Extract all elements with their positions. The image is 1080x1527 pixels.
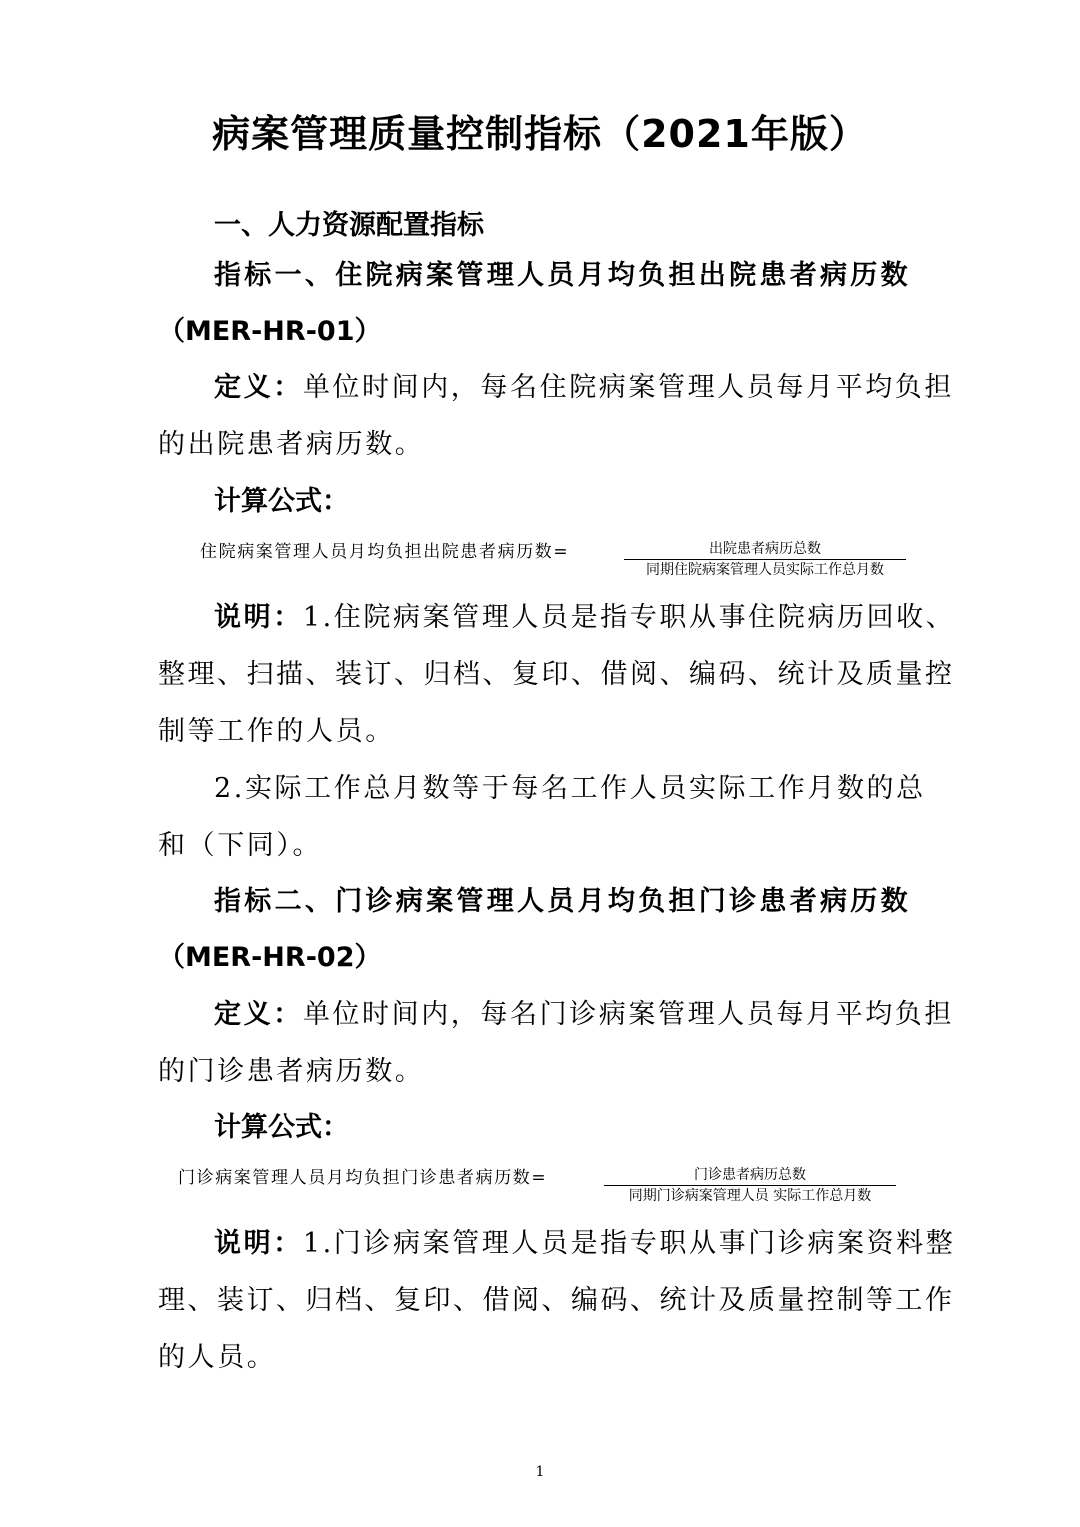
note-text: 1.门诊病案管理人员是指专职从事门诊病案资料整 [302, 1228, 956, 1259]
page-number: 1 [535, 1464, 545, 1480]
indicator-1-definition-cont: 的出院患者病历数。 [158, 429, 425, 460]
definition-label: 定义： [214, 999, 303, 1030]
document-title: 病案管理质量控制指标（2021年版） [212, 112, 868, 156]
formula-1-fraction [624, 539, 906, 580]
definition-text: 单位时间内，每名住院病案管理人员每月平均负担 [302, 372, 955, 403]
formula-label: 计算公式： [214, 486, 349, 517]
section-heading: 一、人力资源配置指标 [214, 210, 484, 241]
indicator-1-code: （MER-HR-01） [158, 316, 382, 347]
indicator-1-definition [214, 368, 954, 408]
definition-text: 单位时间内，每名门诊病案管理人员每月平均负担 [302, 999, 955, 1030]
note-label: 说明： [214, 602, 303, 633]
indicator-2-title: 指标二、门诊病案管理人员月均负担门诊患者病历数 [214, 886, 911, 917]
indicator-2-note-1-end: 的人员。 [158, 1342, 277, 1373]
indicator-1-title: 指标一、住院病案管理人员月均负担出院患者病历数 [214, 260, 911, 291]
note-label: 说明： [214, 1228, 303, 1259]
formula-2-fraction [604, 1165, 896, 1206]
indicator-2-code: （MER-HR-02） [158, 942, 382, 973]
formula-2-numerator: 门诊患者病历总数 [604, 1165, 896, 1186]
definition-label: 定义： [214, 372, 303, 403]
note-text: 1.住院病案管理人员是指专职从事住院病历回收、 [302, 602, 956, 633]
indicator-2-definition-cont: 的门诊患者病历数。 [158, 1056, 425, 1087]
formula-2-lhs: 门诊病案管理人员月均负担门诊患者病历数= [178, 1168, 548, 1188]
formula-1-numerator: 出院患者病历总数 [624, 539, 906, 560]
indicator-2-note-1 [214, 1224, 955, 1264]
indicator-1-note-2: 2.实际工作总月数等于每名工作人员实际工作月数的总 [214, 773, 926, 804]
indicator-1-note-1 [214, 598, 955, 638]
indicator-1-note-1-end: 制等工作的人员。 [158, 716, 395, 747]
formula-1-lhs: 住院病案管理人员月均负担出院患者病历数= [200, 542, 570, 562]
indicator-1-note-1-cont: 整理、扫描、装订、归档、复印、借阅、编码、统计及质量控 [158, 659, 955, 690]
indicator-1-note-2-cont: 和（下同）。 [158, 830, 323, 861]
formula-1-denominator: 同期住院病案管理人员实际工作总月数 [646, 562, 884, 578]
indicator-2-definition [214, 995, 954, 1035]
formula-2-denominator: 同期门诊病案管理人员 实际工作总月数 [628, 1188, 872, 1204]
formula-label: 计算公式： [214, 1112, 349, 1143]
indicator-2-note-1-cont: 理、装订、归档、复印、借阅、编码、统计及质量控制等工作 [158, 1285, 955, 1316]
